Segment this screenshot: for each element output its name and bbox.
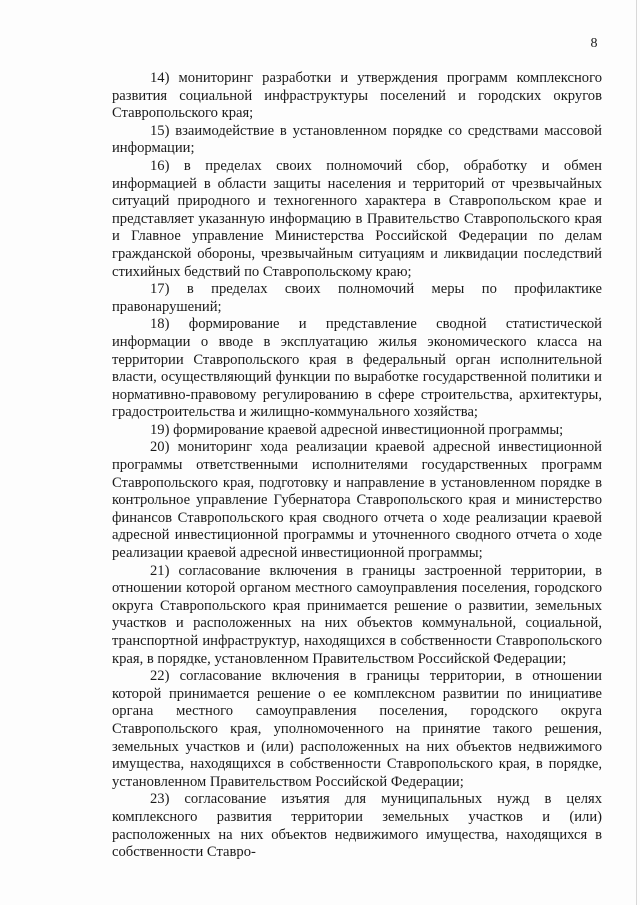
- document-body: [112, 70, 602, 862]
- paragraph-item-16: 16) в пределах своих полномочий сбор, обработку и обмен информацией в области защиты населения и территорий от чрезвычайных ситуаций природного и техногенного характера в Ставропольском крае и представляет указанную информацию в Правительство Ставропольского края и Главное управление Министерства Российской Федерации по делам гражданской обороны, чрезвычайным ситуациям и ликвидации последствий стихийных бедствий по Ставропольскому краю;: [112, 157, 602, 280]
- paragraph-item-17: 17) в пределах своих полномочий меры по профилактике правонарушений;: [112, 281, 602, 315]
- page-number: [0, 36, 608, 52]
- paragraph-item-21: 21) согласование включения в границы застроенной территории, в отношении которой органом местного самоуправления поселения, городского округа Ставропольского края принимается решение о развитии, земельных участков и расположенных на них объектов коммунальной, социальной, транспортной инфраструктур, находящихся в собственности Ставропольского края, в порядке, установленном Правительством Российской Федерации;: [112, 562, 602, 667]
- paragraph-item-19: 19) формирование краевой адресной инвестиционной программы;: [150, 421, 564, 438]
- paragraph-item-14: 14) мониторинг разработки и утверждения программ комплексного развития социальной инфраструктуры поселений и городских округов Ставропольского края;: [112, 70, 602, 122]
- paragraph-item-18: 18) формирование и представление сводной статистической информации о вводе в эксплуатацию жилья экономического класса на территории Ставропольского края в федеральный орган исполнительной власти, осуществляющий функции по выработке государственной политики и нормативно-правовому регулированию в сфере строительства, архитектуры, градостроительства и жилищно-коммунального хозяйства;: [112, 316, 602, 421]
- paragraph-item-23: 23) согласование изъятия для муниципальных нужд в целях комплексного развития территории земельных участков и (или) расположенных на них объектов недвижимого имущества, находящихся в собственности Ставро-: [112, 791, 602, 861]
- page-edge-line: [636, 0, 637, 905]
- page-number-text: 8: [590, 36, 598, 51]
- paragraph-item-15: 15) взаимодействие в установленном порядке со средствами массовой информации;: [112, 122, 602, 157]
- paragraph-item-20: 20) мониторинг хода реализации краевой адресной инвестиционной программы ответственными исполнителями государственных программ Ставропольского края, подготовку и направление в установленном порядке в контрольное управление Губернатора Ставропольского края и министерство финансов Ставропольского края сводного отчета о ходе реализации краевой адресной инвестиционной программы и уточненного сводного отчета о ходе реализации краевой адресной инвестиционной программы;: [112, 439, 602, 562]
- paragraph-item-22: 22) согласование включения в границы территории, в отношении которой принимается решение о ее комплексном развитии по инициативе органа местного самоуправления поселения, городского округа Ставропольского края, уполномоченного на принятие такого решения, земельных участков и (или) расположенных на них объектов недвижимого имущества, находящихся в собственности Ставропольского края, в порядке, установленном Правительством Российской Федерации;: [112, 668, 602, 790]
